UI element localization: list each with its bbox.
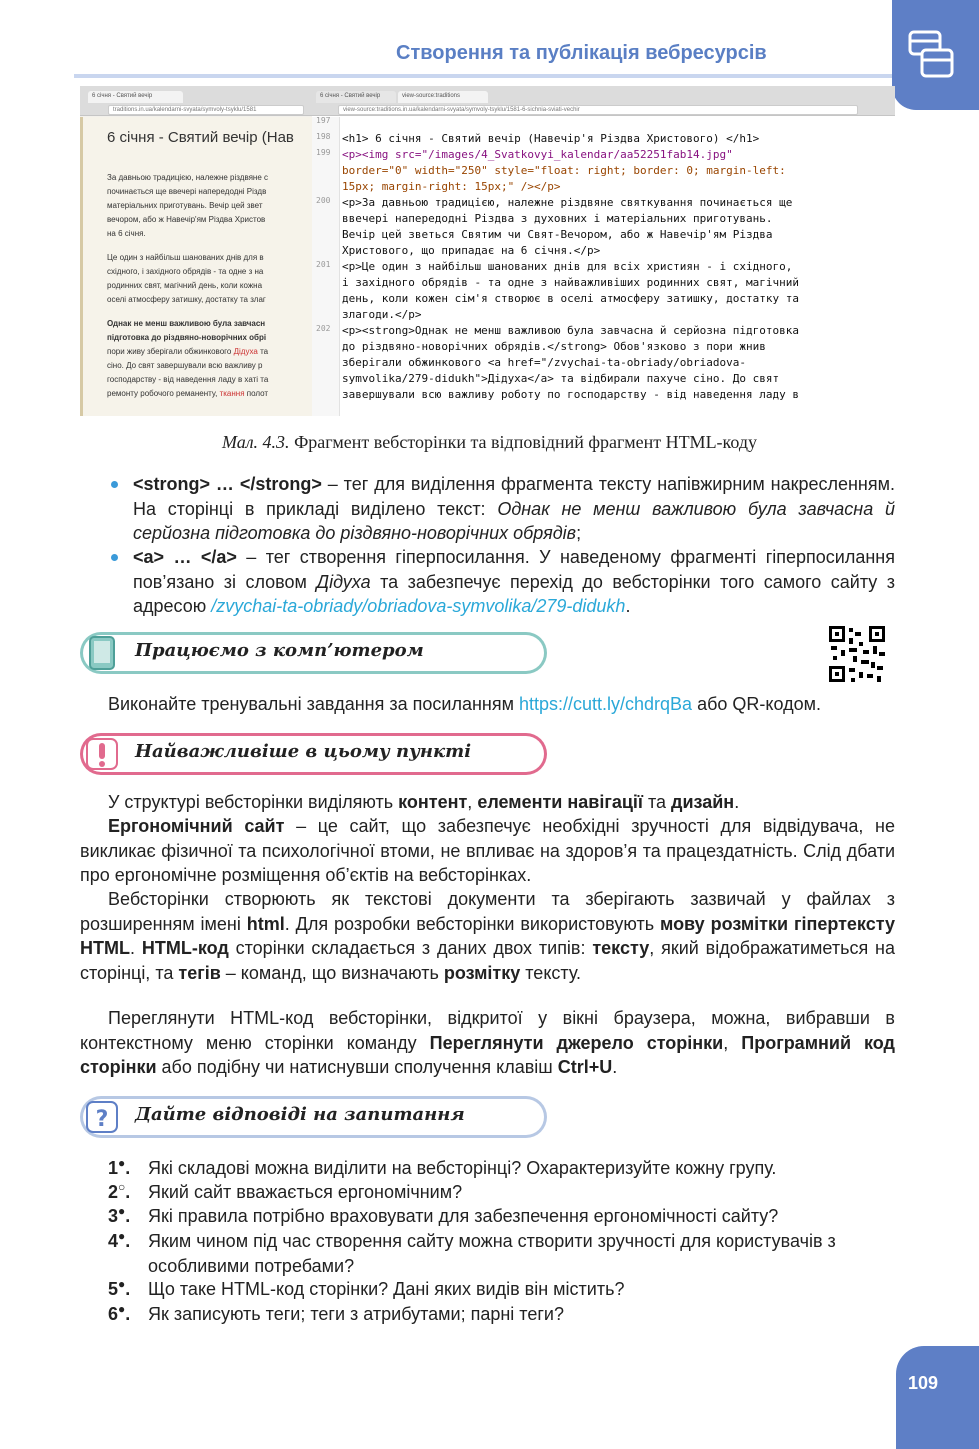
computer-banner-title: Працюємо з комп’ютером bbox=[135, 640, 424, 661]
page-line: господарству - від наведення ладу в хаті та bbox=[107, 375, 269, 384]
qr-code-icon[interactable] bbox=[829, 626, 885, 682]
code-line: <p>Це один з найбільш шанованих днів для всіх християн - і східного, bbox=[342, 260, 793, 273]
question-item: 1●. Які складові можна виділити на вебсторінці? Охарактеризуйте кожну групу. bbox=[108, 1156, 777, 1178]
page-number: 109 bbox=[908, 1373, 939, 1393]
line-number: 200 bbox=[316, 196, 331, 205]
code-line: ввечері напередодні Різдва з духовних і матеріальних приготувань. bbox=[342, 212, 773, 225]
source-tab[interactable]: view-source:traditions bbox=[398, 91, 488, 103]
summary-paragraph-4: Переглянути HTML-код вебсторінки, відкритої у вікні браузера, можна, вибравши в контекстному меню сторінки команду Переглянути джерело сторінки, Програмний код сторінки або подібну чи натиснувши сполучення клавіш Ctrl+U. bbox=[80, 1008, 895, 1077]
questions-banner bbox=[80, 1096, 547, 1138]
summary-paragraph-3: Вебсторінки створюють як текстові документи та зберігають зазвичай у файлах з розширенням імені html. Для розробки вебсторінки використовують мову розмітки гіпертексту HTML. HTML-код сторінки складається з даних двох типів: тексту, який відображатиметься на сторінці, та тегів – команд, що визначають розмітку тексту. bbox=[80, 889, 895, 983]
question-item: 5●. Що таке HTML-код сторінки? Дані яких видів він містить? bbox=[108, 1277, 625, 1299]
page-line: на 6 січня. bbox=[107, 229, 146, 238]
tkannia-link[interactable]: ткання bbox=[219, 389, 245, 398]
exclamation-icon bbox=[84, 737, 120, 771]
web-page-view bbox=[80, 117, 312, 416]
line-number-gutter bbox=[312, 117, 340, 416]
summary-banner-title: Найважливіше в цьому пункті bbox=[135, 741, 472, 762]
code-line: Христового, що припадає на 6 січня.</p> bbox=[342, 244, 601, 257]
bullet-strong: <strong> … </strong> – тег для виділення фрагмента тексту напівжирним накресленням. На сторінці в прикладі виділено текст: Однак не менш важливою була завчасна й серйозна підготовка до різдвяно-новорічних обрядів; bbox=[133, 472, 895, 546]
browser-tab[interactable]: 6 січня - Святий вечір bbox=[88, 91, 183, 103]
page-line: родинних свят, магічний день, коли кожна bbox=[107, 281, 263, 290]
question-item: 3●. Які правила потрібно враховувати для забезпечення ергономічності сайту? bbox=[108, 1204, 779, 1226]
browser-chrome bbox=[80, 86, 312, 116]
figure-screenshot bbox=[80, 86, 895, 416]
figure-caption: Мал. 4.3. Фрагмент вебсторінки та відповідний фрагмент HTML-коду bbox=[221, 432, 758, 452]
browser-tab[interactable]: 6 січня - Святий вечір bbox=[316, 91, 396, 103]
page-line: сіно. До свят завершували всю важливу р bbox=[107, 361, 263, 370]
browser-window-source bbox=[312, 86, 895, 416]
page-line-bold: Однак не менш важливою була завчасн bbox=[107, 319, 266, 328]
questions-banner-title: Дайте відповіді на запитання bbox=[135, 1104, 465, 1125]
chapter-tab bbox=[892, 0, 979, 110]
code-line: <p>За давньою традицією, належне різдвяне святкування починається ще bbox=[342, 196, 793, 209]
header-rule bbox=[74, 74, 894, 78]
page-heading: 6 січня - Святий вечір (Нав bbox=[107, 129, 294, 146]
training-link[interactable]: https://cutt.ly/chdrqBa bbox=[518, 694, 693, 714]
code-line: і західного обрядів - та одне з найважливіших родинних свят, магічний bbox=[342, 276, 799, 289]
computer-banner bbox=[80, 632, 547, 674]
page-line-bold: підготовка до різдвяно-новорічних обрі bbox=[107, 333, 267, 342]
chapter-title: Створення та публікація вебресурсів bbox=[396, 42, 767, 64]
page-line: східного, і західного обрядів - та одне з на bbox=[107, 267, 264, 276]
line-number: 197 bbox=[316, 116, 331, 125]
code-line: завершували всю важливу роботу по господарству - від наведення ладу в bbox=[342, 388, 799, 401]
code-line: border="0" width="250" style="float: right; border: 0; margin-left: bbox=[342, 164, 786, 177]
code-line: злагоди.</p> bbox=[342, 308, 422, 321]
question-item: 2○. Який сайт вважається ергономічним? bbox=[108, 1180, 463, 1202]
page-line: Це один з найбільш шанованих днів для в bbox=[107, 253, 264, 262]
page-line: пори живу зберігали обжинкового Дідуха та bbox=[107, 347, 269, 356]
didukh-link[interactable]: Дідуха bbox=[233, 347, 258, 356]
tablet-icon bbox=[84, 636, 120, 670]
code-line: день, коли кожен сім'я створює в оселі атмосферу затишку, достатку та bbox=[342, 292, 799, 305]
browser-window-page bbox=[80, 86, 312, 416]
line-number: 202 bbox=[316, 324, 331, 333]
page-line: починається ще ввечері напередодні Різдв bbox=[107, 187, 267, 196]
summary-paragraph-2: Ергономічний сайт – це сайт, що забезпечує необхідні зручності для відвідувача, не викликає фізичної та психологічної втоми, не впливає на здоров’я та працездатність. Слід дбати про ергономічне розміщення об’єктів на вебсторінках. bbox=[80, 816, 895, 885]
page-line: матеріальних приготувань. Вечір цей звет bbox=[107, 201, 263, 210]
code-line: symvolika/279-didukh">Дідуха</a> та відбирали пахуче сіно. До свят bbox=[342, 372, 780, 385]
page-line: оселі атмосферу затишку, достатку та злаг bbox=[107, 295, 266, 304]
page-line: ремонту робочого реманенту, ткання полот bbox=[107, 389, 269, 398]
page-number-tab bbox=[896, 1346, 979, 1449]
code-line: <p><img src="/images/4_Svatkovyi_kalendar/aa52251fab14.jpg" bbox=[342, 148, 733, 161]
code-line: <p><strong>Однак не менш важливою була завчасна й серйозна підготовка bbox=[342, 324, 799, 337]
source-address-bar[interactable]: view-source:traditions.in.ua/kalendarni-svyata/symvoly-tsyklu/1581-6-sichnia-sviati-vechir bbox=[338, 105, 858, 115]
page-line: вечором, або ж Навечір'ям Різдва Христов bbox=[107, 215, 266, 224]
summary-banner bbox=[80, 733, 547, 775]
line-number: 201 bbox=[316, 260, 331, 269]
computer-task-text: Виконайте тренувальні завдання за посиланням https://cutt.ly/chdrqBa або QR-кодом. bbox=[108, 694, 821, 714]
bullet-anchor: <a> … </a> – тег створення гіперпосилання. У наведеному фрагменті гіперпосилання пов’язано зі словом Дідуха та забезпечує перехід до вебсторінки того самого сайту з адресою /zvychai-ta-obriady/obriadova-symvolika/279-didukh. bbox=[133, 545, 895, 619]
question-item: 4●. Яким чином під час створення сайту можна створити зручності для користувачів з особливими потребами? bbox=[108, 1229, 836, 1276]
line-number: 198 bbox=[316, 132, 331, 141]
page-line: За давньою традицією, належне різдвяне с bbox=[107, 173, 269, 182]
line-number: 199 bbox=[316, 148, 331, 157]
web-pages-icon bbox=[908, 30, 954, 78]
address-bar[interactable]: traditions.in.ua/kalendarni-svyata/symvoly-tsyklu/1581 bbox=[108, 105, 304, 115]
code-line: <h1> 6 січня - Святий вечір (Навечір'я Різдва Христового) </h1> bbox=[342, 132, 760, 145]
question-item: 6●. Як записують теги; теги з атрибутами; парні теги? bbox=[108, 1302, 564, 1324]
summary-paragraph-1: У структурі вебсторінки виділяють контент, елементи навігації та дизайн. bbox=[108, 792, 740, 812]
anchor-example-link[interactable]: /zvychai-ta-obriady/obriadova-symvolika/279-didukh bbox=[211, 596, 626, 616]
svg-text:?: ? bbox=[95, 1107, 109, 1132]
browser-chrome bbox=[312, 86, 895, 116]
code-line: зберігали обжинкового <a href="/zvychai-ta-obriady/obriadova- bbox=[342, 356, 746, 369]
code-line: Вечір цей зветься Святим чи Свят-Вечором, або ж Навечір'ям Різдва bbox=[342, 228, 773, 241]
code-line: 15px; margin-right: 15px;" /></p> bbox=[342, 180, 561, 193]
code-line: до різдвяно-новорічних обрядів.</strong> Обов'язково з пори жнив bbox=[342, 340, 766, 353]
question-icon bbox=[84, 1100, 120, 1134]
